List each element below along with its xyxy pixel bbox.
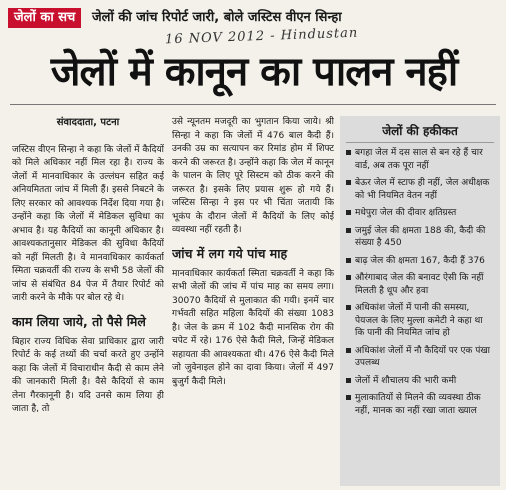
list-item: मधेपुरा जेल की दीवार क्षतिग्रस्त	[346, 207, 494, 220]
list-item: बेऊर जेल में स्टाफ ही नहीं, जेल अधीक्षक को भी नियमित वेतन नहीं	[346, 177, 494, 202]
byline: संवाददाता, पटना	[56, 117, 120, 128]
square-bullet-icon	[346, 305, 351, 310]
article-paragraph: बिहार राज्य विधिक सेवा प्राधिकार द्वारा जारी रिपोर्ट के कई तथ्यों की चर्चा करते हुए उन्होंने कहा कि जेलों में विचाराधीन कैदी से काम लेने की जानकारी मिली है। वैसे कैदियों से काम लेना गैरकानूनी है। यदि उनसे काम लिया ही जाता है, तो	[12, 336, 164, 414]
article-column-1	[12, 116, 164, 486]
list-item: मुलाकातियों से मिलने की व्यवस्था ठीक नहीं, मानक का नहीं रखा जाता ख्याल	[346, 392, 494, 417]
square-bullet-icon	[346, 275, 351, 280]
sidebar-list	[346, 147, 494, 417]
kicker-title: जेलों की जांच रिपोर्ट जारी, बोले जस्टिस वीएन सिन्हा	[92, 10, 342, 25]
facts-sidebar	[340, 116, 500, 486]
square-bullet-icon	[346, 210, 351, 215]
article-paragraph: मानवाधिकार कार्यकर्ता स्मिता चक्रवर्ती ने कहा कि सभी जेलों की जांच में पांच माह का समय लगा। 30070 कैदियों से मुलाकात की गयी। इनमें चार गर्भवती सहित महिला कैदियों की संख्या 1083 है। जेल के क्रम में 102 कैदी मानसिक रोग की चपेट में रहे। 176 ऐसे कैदी मिले, जिन्हें मेडिकल सहायता की आवश्यकता थी। 476 ऐसे कैदी मिले जो जुवेनाइल होने का दावा किया। जेलों में 497 बुजुर्ग कैदी मिले।	[172, 268, 334, 387]
list-item: बाढ़ जेल की क्षमता 167, कैदी हैं 376	[346, 255, 494, 268]
article-paragraph: जस्टिस वीएन सिन्हा ने कहा कि जेलों में कैदियों को मिले अधिकार नहीं मिल रहा है। राज्य के जेलों में मानवाधिकार के उल्लंघन सहित कई अनियमितता जांच में मिली हैं। इससे निबटने के लिए सरकार को आवश्यक निर्देश दिया गया है। उन्होंने कहा कि जेलों में मेडिकल सुविधा का अभाव है। यह कैदियों का कानूनी अधिकार है। आवश्यकतानुसार मेडिकल की सुविधा कैदियों को नहीं मिलती है। वे मानवाधिकार कार्यकर्ता स्मिता चक्रवर्ती की राज्य के सभी 58 जेलों की जांच से संबंधित 84 पेज में तैयार रिपोर्ट को जारी करने के मौके पर बोल रहे थे।	[12, 144, 164, 303]
square-bullet-icon	[346, 395, 351, 400]
article-paragraph: उसे न्यूनतम मजदूरी का भुगतान किया जाये। श्री सिन्हा ने कहा कि जेलों में 476 बाल कैदी हैं। उनकी उम्र का सत्यापन कर रिमांड होम में शिफ्ट करने की जरूरत है। उन्होंने कहा कि जेल में कानून के पालन के लिए पूरे सिस्टम को ठीक करने की जरूरत है। इसके लिए प्रयास शुरू हो गये हैं। जस्टिस सिन्हा ने इस पर भी चिंता जतायी कि भूकंप के दौरान जेलों में कैदियों के लिए कोई व्यवस्था नहीं रहती है।	[172, 117, 334, 235]
square-bullet-icon	[346, 258, 351, 263]
handwritten-date-note: 16 NOV 2012 - Hindustan	[164, 25, 359, 48]
headline-divider	[10, 104, 496, 105]
headline: जेलों में कानून का पालन नहीं	[50, 49, 458, 95]
list-item: अधिकांश जेलों में नौ कैदियों पर एक पंखा उपलब्ध	[346, 345, 494, 370]
article-column-2	[172, 116, 334, 486]
list-item: औरंगाबाद जेल की बनावट ऐसी कि नहीं मिलती है धूप और हवा	[346, 272, 494, 297]
square-bullet-icon	[346, 150, 351, 155]
kicker-row	[8, 8, 498, 28]
square-bullet-icon	[346, 348, 351, 353]
square-bullet-icon	[346, 378, 351, 383]
square-bullet-icon	[346, 180, 351, 185]
list-item: जमुई जेल की क्षमता 188 की, कैदी की संख्या है 450	[346, 225, 494, 250]
list-item: जेलों में शौचालय की भारी कमी	[346, 375, 494, 388]
list-item: बगहा जेल में दस साल से बन रहे हैं चार वार्ड, अब तक पूरा नहीं	[346, 147, 494, 172]
subheading: जांच में लग गये पांच माह	[172, 245, 288, 261]
sidebar-title: जेलों की हकीकत	[346, 120, 494, 143]
kicker-label: जेलों का सच	[8, 8, 81, 28]
subheading: काम लिया जाये, तो पैसे मिले	[12, 313, 146, 329]
square-bullet-icon	[346, 228, 351, 233]
list-item: अधिकांश जेलों में पानी की समस्या, पेयजल के लिए मुल्ला कमेटी ने कहा था कि पानी की नियमित जांच हो	[346, 302, 494, 340]
